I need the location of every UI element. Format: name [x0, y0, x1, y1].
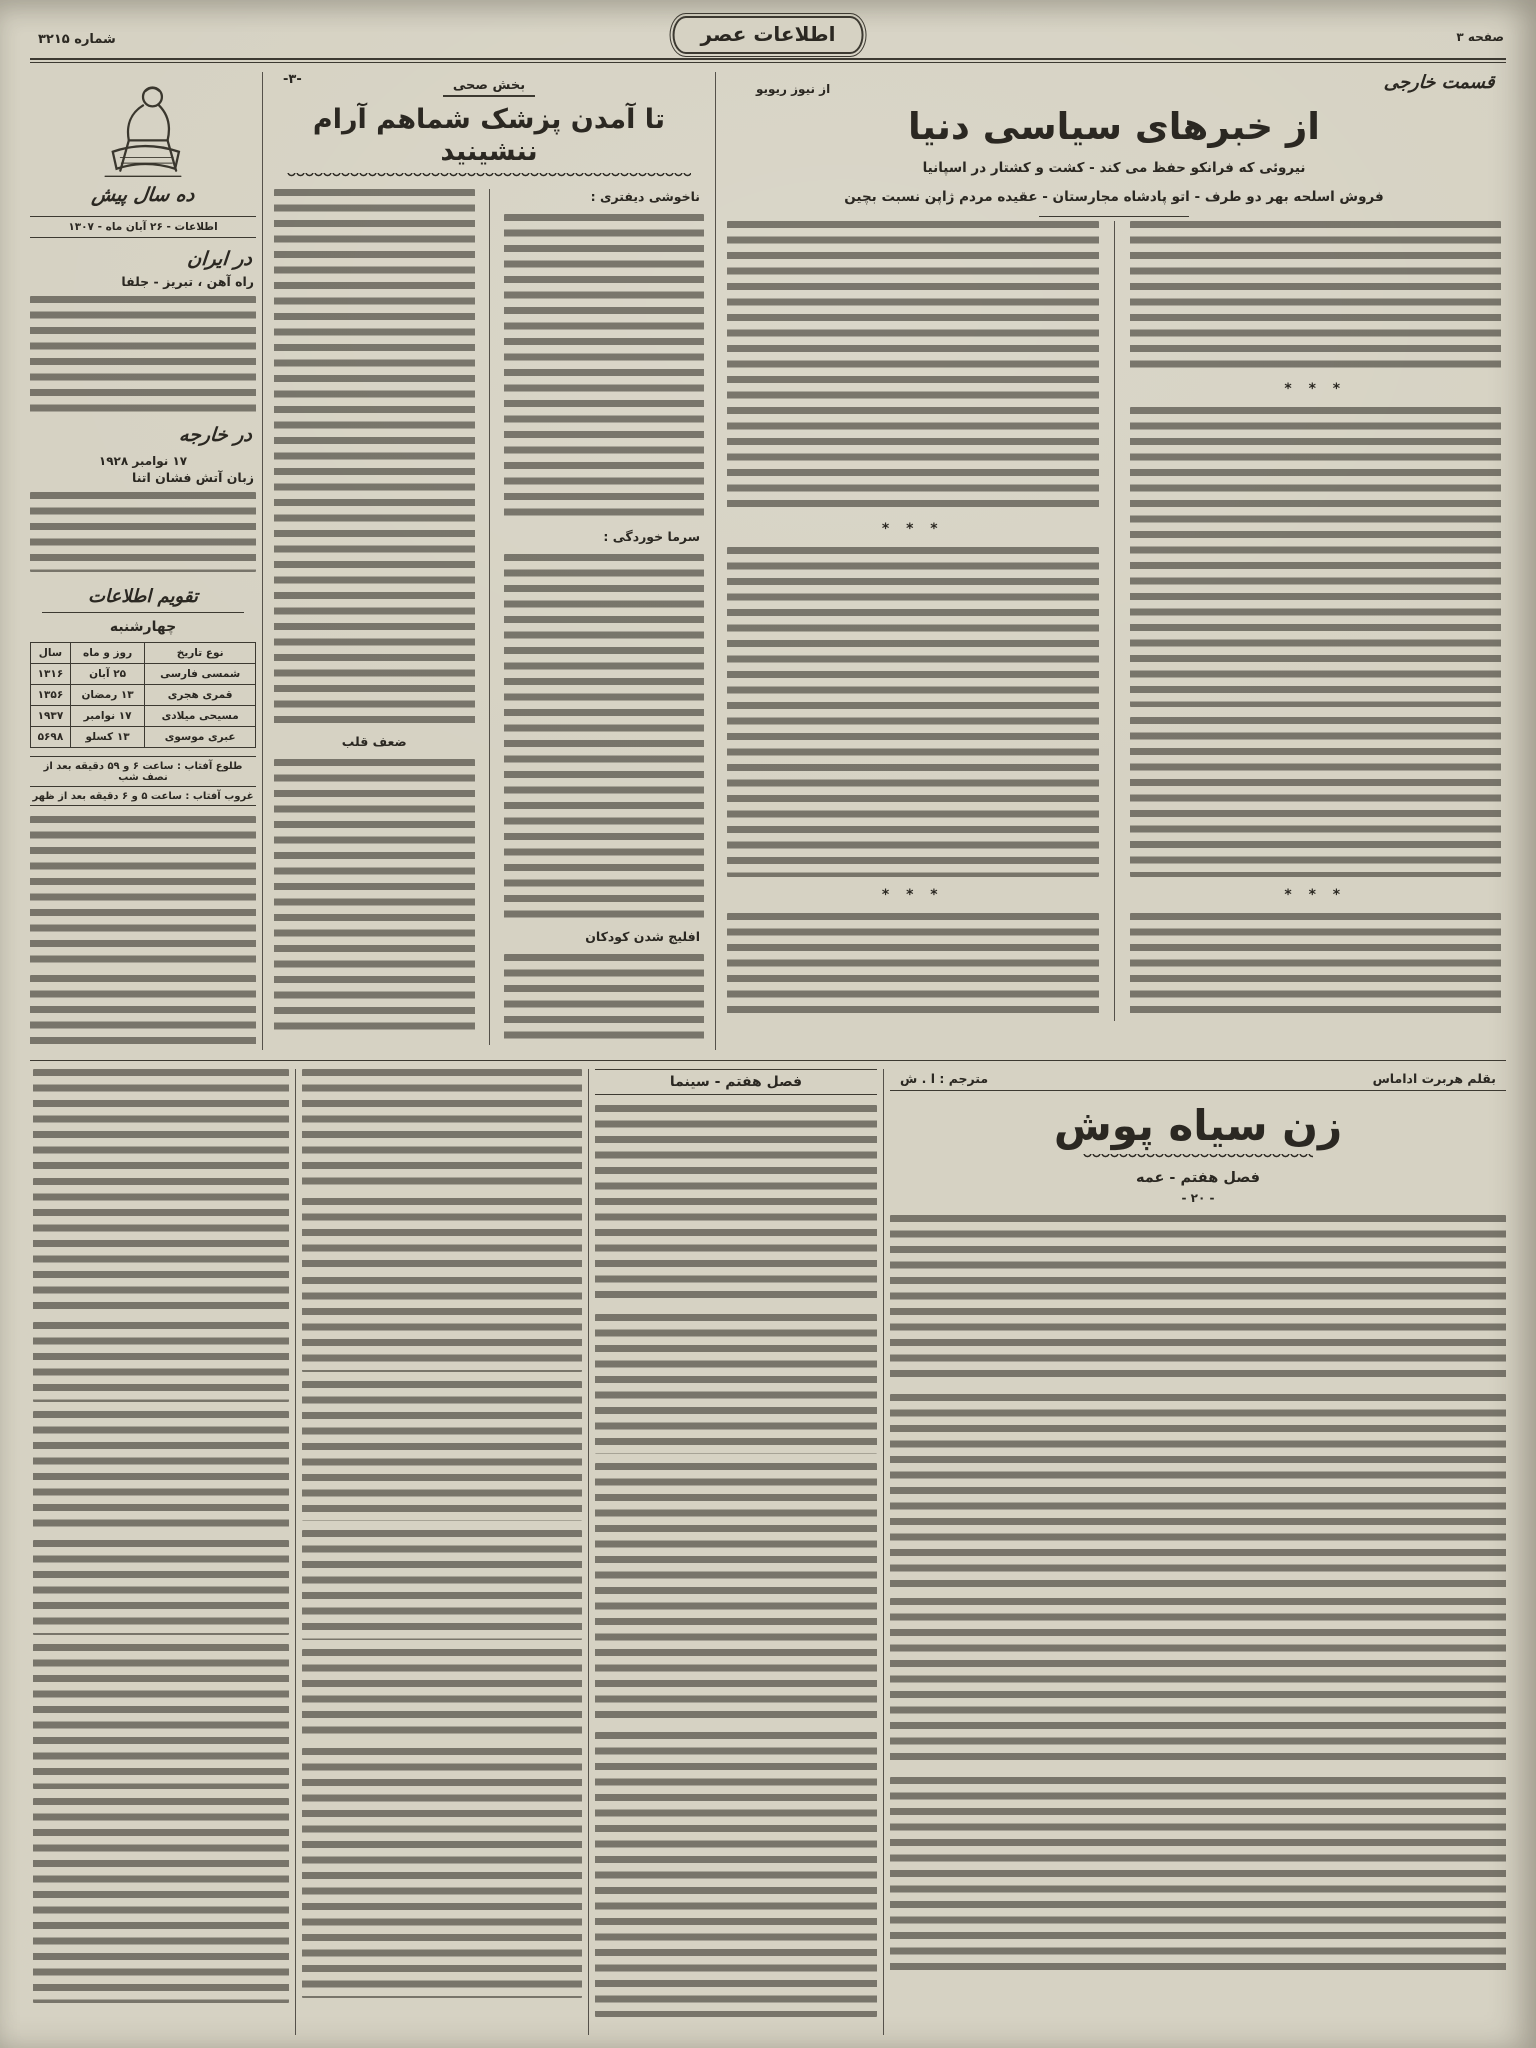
novel-column-3 [302, 1069, 582, 2035]
masthead-bar [30, 24, 1506, 60]
column-rule [715, 72, 716, 1050]
body-text-block [727, 221, 1099, 511]
foreign-news-header [722, 72, 1506, 217]
calendar-cell: ۵۶۹۸ [31, 727, 71, 748]
body-text-block [302, 1381, 582, 1521]
body-text-block [274, 189, 475, 724]
body-text-block [302, 1198, 582, 1268]
body-text-block [30, 492, 256, 572]
body-text-block [30, 975, 256, 1050]
body-text-block [504, 954, 705, 1045]
novel-body [890, 1215, 1506, 1977]
novel-title: زن سیاه پوش [1053, 1101, 1343, 1150]
calendar-header: سال [31, 643, 71, 664]
novel-column-4 [33, 1069, 289, 2035]
calendar-cell: عبری موسوی [145, 727, 256, 748]
foreign-column-left [722, 221, 1104, 1021]
foreign-news-body [722, 221, 1506, 1021]
body-text-block [33, 1411, 289, 1531]
health-column-left [269, 189, 480, 1045]
calendar-header: روز و ماه [70, 643, 144, 664]
calendar-cell: قمری هجری [145, 685, 256, 706]
label-in-iran: در ایران [186, 248, 253, 270]
body-text-block [595, 1314, 877, 1454]
column-rule [1114, 221, 1115, 1021]
novel-column2-body [595, 1105, 877, 2017]
novel-column2-header: فصل هفتم - سینما [595, 1069, 877, 1095]
star-separator: * * * [881, 886, 944, 903]
section-divider-rule [30, 1060, 1506, 1061]
ornamental-rule [1083, 1154, 1313, 1160]
novel-column3-body [302, 1069, 582, 1998]
section-label-foreign: قسمت خارجی [1382, 72, 1495, 93]
health-column-right [499, 189, 710, 1045]
novel-author: بقلم هربرت اداماس [1372, 1071, 1496, 1086]
health-body [269, 189, 709, 1045]
body-text-block [30, 296, 256, 414]
retro-iran-body [30, 296, 256, 414]
body-text-block [727, 547, 1099, 877]
body-text-block [504, 554, 705, 919]
body-text-block [727, 913, 1099, 1021]
deck-line-2: فروش اسلحه بهر دو طرف - اتو پادشاه مجارستان - عقیده مردم ژاپن نسبت بچین [844, 188, 1384, 205]
column-rule [262, 72, 263, 1050]
body-text-block [33, 1178, 289, 1313]
subhead-heart: ضعف قلب [341, 733, 407, 749]
page-marker: -۳- [283, 72, 302, 87]
calendar-cell: ۱۳ کسلو [70, 727, 144, 748]
body-text-block [595, 1732, 877, 2017]
calendar-cell: ۱۳۵۶ [31, 685, 71, 706]
novel-column4-body [33, 1069, 289, 2003]
label-abroad: در خارجه [178, 424, 253, 446]
novel-translator: مترجم : ا . ش [900, 1071, 989, 1086]
column-rule [883, 1069, 884, 2035]
body-text-block [33, 1540, 289, 1635]
body-text-block [890, 1777, 1506, 1977]
body-text-block [890, 1394, 1506, 1589]
body-text-block [1130, 913, 1502, 1021]
weekday: چهارشنبه [109, 619, 177, 635]
table-row [31, 706, 256, 727]
novel-lead-column [890, 1069, 1506, 2035]
issue-number: شماره ۳۲۱۵ [38, 32, 116, 47]
calendar-cell: ۱۹۳۷ [31, 706, 71, 727]
masthead-illustration [85, 78, 201, 182]
column-rule [489, 189, 490, 1045]
body-text-block [595, 1463, 877, 1723]
retro-caption: ده سال پیش [90, 184, 196, 206]
body-text-block [1130, 407, 1502, 707]
subhead-cold: سرما خوردگی : [603, 528, 700, 544]
sunset-line: غروب آفتاب : ساعت ۵ و ۶ دقیقه بعد از ظهر [30, 786, 256, 806]
lower-sections [30, 1069, 1506, 2035]
column-rule [295, 1069, 296, 2035]
body-text-block [33, 1644, 289, 1789]
star-separator: * * * [1284, 380, 1347, 397]
health-section [269, 72, 709, 1050]
section-label-health: بخش صحی [443, 78, 535, 97]
health-headline: تا آمدن پزشک شماهم آرام ننشینید [312, 104, 666, 168]
sunrise-line: طلوع آفتاب : ساعت ۶ و ۵۹ دقیقه بعد از نصف شب [30, 756, 256, 786]
body-text-block [504, 214, 705, 519]
body-text-block [1130, 221, 1502, 371]
subhead-children: افلیج شدن کودکان [585, 928, 700, 944]
foreign-column-right [1125, 221, 1507, 1021]
body-text-block [302, 1277, 582, 1372]
body-text-block [33, 1322, 289, 1402]
calendar-table [30, 642, 256, 748]
calendar-cell: ۲۵ آبان [70, 664, 144, 685]
body-text-block [302, 1069, 582, 1189]
star-separator: * * * [881, 520, 944, 537]
subhead-diphtheria: ناخوشی دیفتری : [590, 188, 700, 204]
body-text-block [595, 1105, 877, 1305]
novel-column-2 [595, 1069, 877, 2035]
upper-sections [30, 72, 1506, 1050]
body-text-block [302, 1649, 582, 1739]
calendar-header-row [31, 643, 256, 664]
foreign-headline: از خبرهای سیاسی دنیا [908, 105, 1320, 148]
retro-dateline: اطلاعات - ۲۶ آبان ماه - ۱۳۰۷ [30, 216, 256, 238]
calendar-cell: مسیحی میلادی [145, 706, 256, 727]
body-text-block [1130, 717, 1502, 877]
deck-line-1: نیروئی که فرانکو حفظ می کند - کشت و کشتار در اسپانیا [922, 159, 1306, 176]
retro-masthead [30, 78, 256, 206]
calendar-cell: شمسی فارسی [145, 664, 256, 685]
body-text-block [890, 1598, 1506, 1768]
body-text-block [33, 1798, 289, 2003]
calendar-cell: ۱۳ رمضان [70, 685, 144, 706]
column-rule [588, 1069, 589, 2035]
body-text-block [33, 1069, 289, 1169]
body-text-block [302, 1748, 582, 1998]
retrospective-column [30, 72, 256, 1050]
body-text-block [890, 1215, 1506, 1385]
page-number: صفحه ۳ [1456, 30, 1504, 44]
installment-number: - ۲۰ - [1181, 1191, 1215, 1205]
iran-item-title: راه آهن ، تبریز - جلفا [121, 274, 254, 289]
table-row [31, 664, 256, 685]
ornamental-rule [287, 173, 692, 179]
abroad-date: ۱۷ نوامبر ۱۹۲۸ [98, 454, 188, 468]
star-separator: * * * [1284, 886, 1347, 903]
calendar-cell: ۱۳۱۶ [31, 664, 71, 685]
table-row [31, 685, 256, 706]
retro-abroad-body [30, 492, 256, 572]
body-text-block [302, 1530, 582, 1640]
health-header [269, 72, 709, 179]
table-row [31, 727, 256, 748]
calendar-cell: ۱۷ نوامبر [70, 706, 144, 727]
novel-chapter: فصل هفتم - عمه [1135, 1170, 1261, 1186]
source-credit: از نیوز ریویو [756, 82, 831, 96]
calendar-title: تقویم اطلاعات [42, 586, 244, 613]
divider-rule [1039, 216, 1189, 217]
newspaper-title: اطلاعات عصر [673, 16, 864, 54]
retro-extra-body [30, 816, 256, 1050]
body-text-block [274, 759, 475, 1034]
body-text-block [30, 816, 256, 966]
abroad-item-title: زبان آتش فشان اتنا [132, 470, 254, 485]
foreign-news-section [722, 72, 1506, 1050]
calendar-header: نوع تاریخ [145, 643, 256, 664]
novel-byline [890, 1069, 1506, 1091]
